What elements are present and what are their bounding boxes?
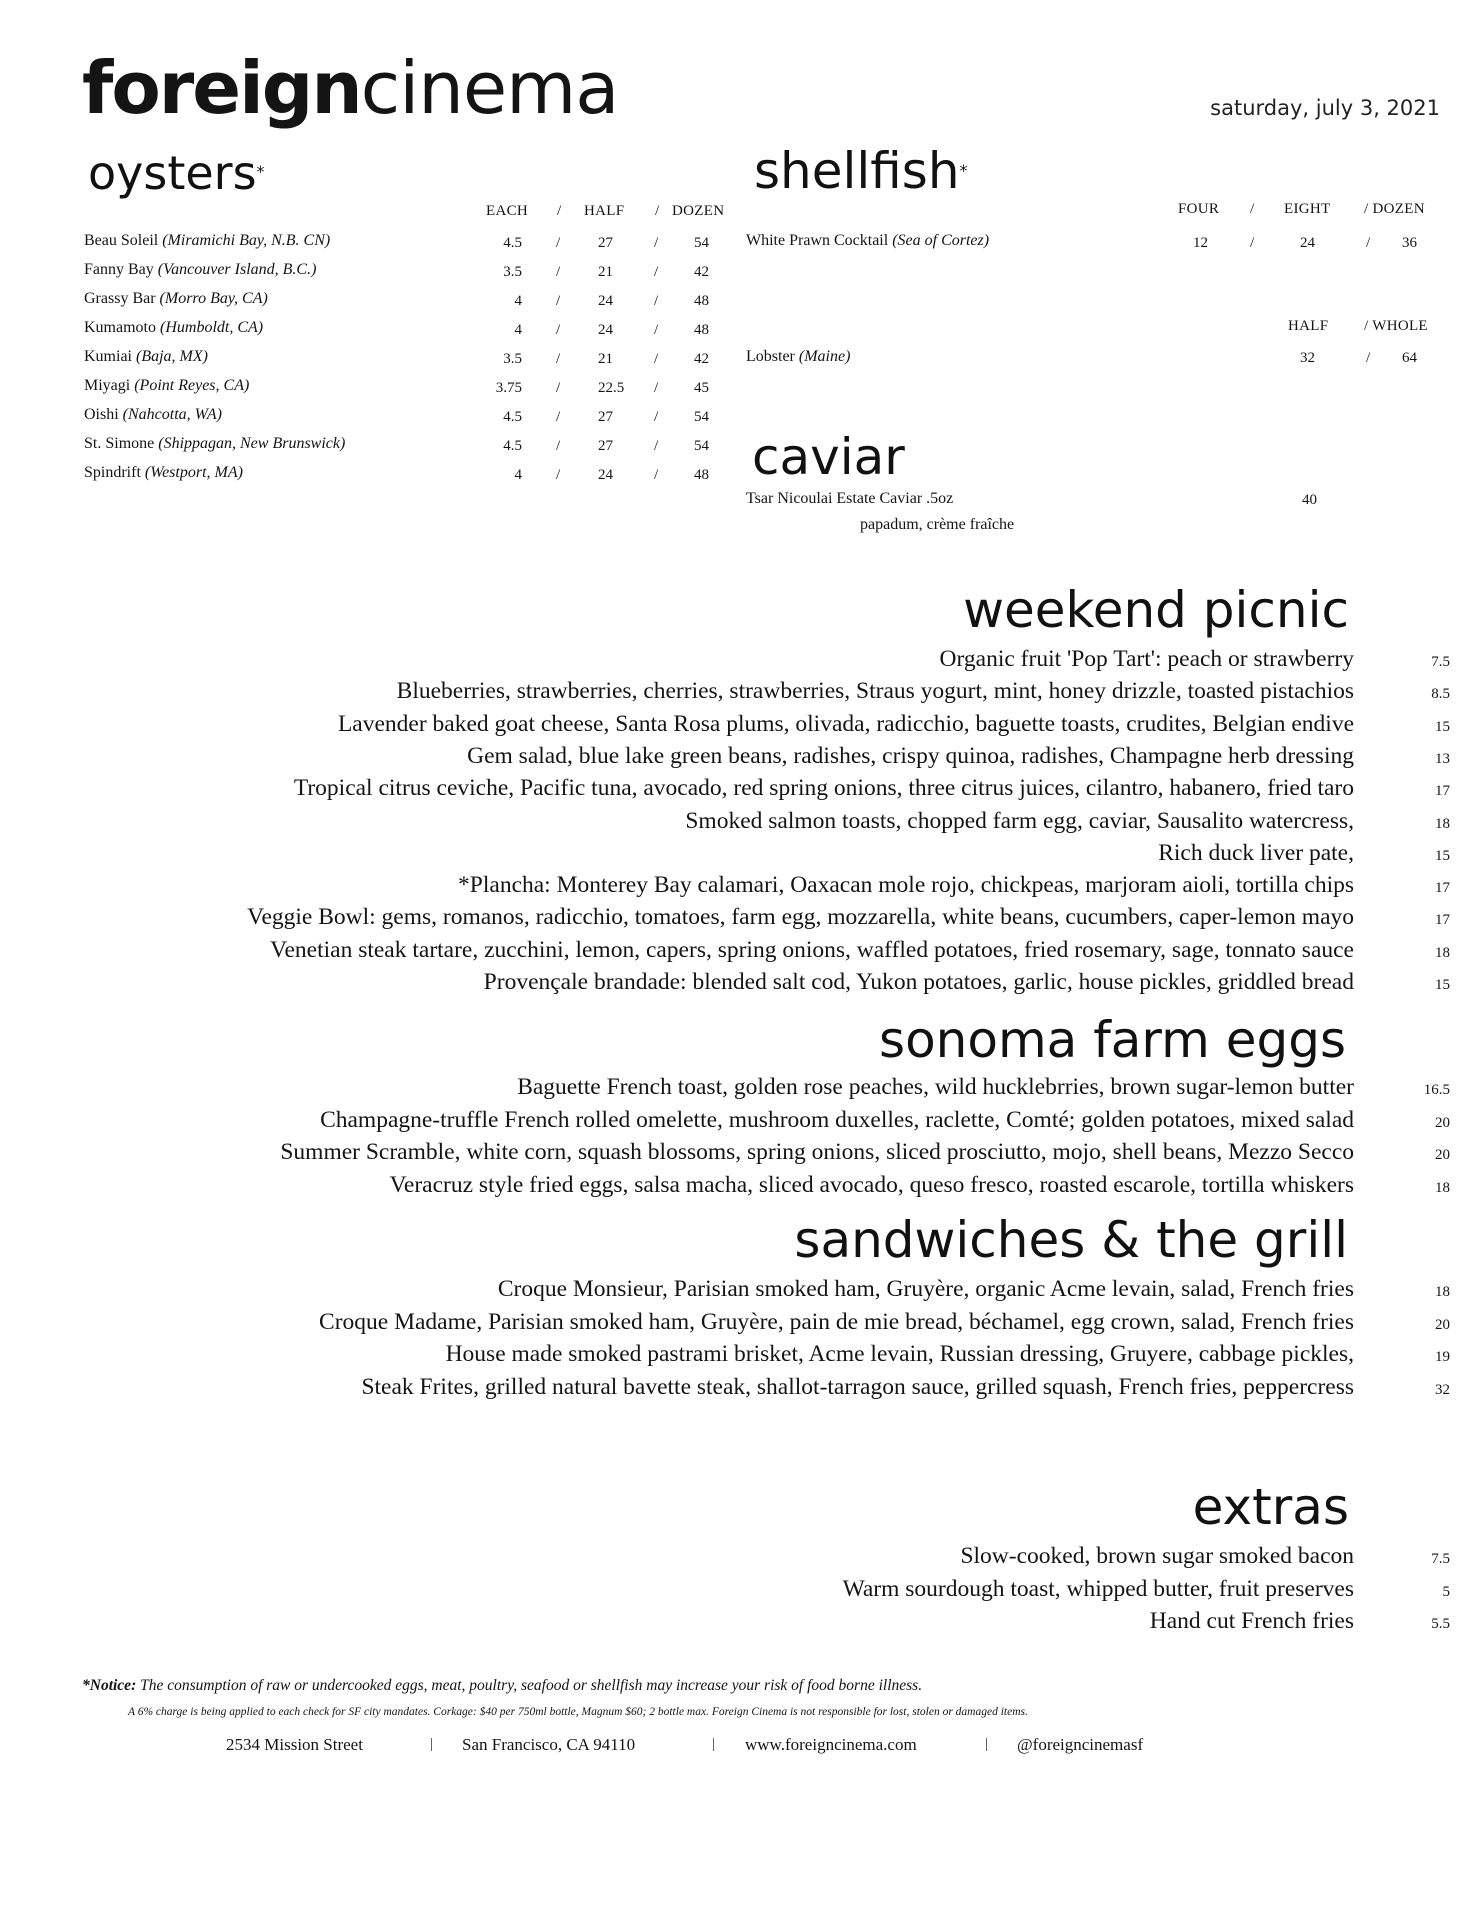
picnic-item: *Plancha: Monterey Bay calamari, Oaxacan mole rojo, chickpeas, marjoram aioli, tortilla chips: [458, 872, 1354, 899]
footer-sep: |: [712, 1736, 716, 1752]
picnic-price: 8.5: [1431, 686, 1450, 703]
brand-bold: foreign: [82, 46, 361, 130]
eggs-item: Summer Scramble, white corn, squash blossoms, spring onions, sliced prosciutto, mojo, shell beans, Mezzo Secco: [280, 1139, 1354, 1165]
oyster-sep: /: [654, 293, 659, 309]
oyster-origin: (Nahcotta, WA): [122, 406, 222, 423]
sandwiches-title: sandwiches & the grill: [794, 1211, 1348, 1269]
extras-price: 5.5: [1431, 1616, 1450, 1632]
oyster-item: [84, 348, 208, 366]
oyster-price-dozen: 42: [694, 351, 709, 367]
lobster-price-half: 32: [1300, 350, 1315, 366]
picnic-item: Venetian steak tartare, zucchini, lemon, capers, spring onions, waffled potatoes, fried rosemary, sage, tonnato sauce: [270, 936, 1354, 963]
oyster-item: [84, 232, 330, 250]
shellfish-header-dozen: / DOZEN: [1364, 201, 1425, 217]
picnic-price: 15: [1435, 977, 1450, 993]
picnic-item: Provençale brandade: blended salt cod, Yukon potatoes, garlic, house pickles, griddled bread: [483, 969, 1354, 995]
notice-label: *Notice:: [82, 1677, 137, 1694]
oyster-price-half: 24: [598, 467, 613, 483]
caviar-desc: papadum, crème fraîche: [860, 516, 1015, 533]
shellfish-heading: [754, 142, 968, 200]
caviar-name: Tsar Nicoulai Estate Caviar .5oz: [746, 490, 954, 507]
shellfish-mark: *: [959, 161, 968, 180]
shellfish-header-sep: /: [1250, 201, 1255, 217]
lobster-origin: (Maine): [798, 348, 851, 365]
prawn-price-four: 12: [1193, 235, 1208, 251]
notice-text: The consumption of raw or undercooked eggs, meat, poultry, seafood or shellfish may increase your risk of food borne illness.: [140, 1677, 923, 1694]
oyster-sep: /: [556, 467, 561, 483]
prawn-sep: /: [1250, 235, 1255, 251]
lobster-name: Lobster: [746, 348, 795, 365]
brand-light: cinema: [360, 46, 619, 130]
sandwich-item: Croque Monsieur, Parisian smoked ham, Gruyère, organic Acme levain, salad, French fries: [497, 1276, 1354, 1302]
shellfish-header-eight: EIGHT: [1284, 201, 1331, 217]
footer-website-link[interactable]: www.foreigncinema.com: [745, 1735, 917, 1754]
picnic-price: 18: [1435, 815, 1450, 832]
picnic-item: Gem salad, blue lake green beans, radishes, crispy quinoa, radishes, Champagne herb dressing: [467, 742, 1354, 769]
prawn-origin: (Sea of Cortez): [892, 232, 990, 249]
extras-price: 5: [1442, 1583, 1450, 1600]
oyster-origin: (Baja, MX): [136, 348, 208, 365]
caviar-title: caviar: [752, 428, 905, 486]
picnic-price: 7.5: [1431, 654, 1450, 670]
oyster-price-dozen: 48: [694, 293, 709, 309]
picnic-item: Rich duck liver pate,: [1158, 839, 1354, 866]
extras-item: Warm sourdough toast, whipped butter, fruit preserves: [842, 1575, 1354, 1602]
extras-title: extras: [1192, 1478, 1349, 1536]
oyster-price-half: 21: [598, 264, 613, 280]
oyster-price-half: 27: [598, 438, 613, 454]
oysters-header-sep: /: [557, 203, 562, 219]
oyster-name: Kumiai: [84, 348, 132, 365]
oyster-sep: /: [654, 264, 659, 280]
oyster-price-dozen: 45: [694, 380, 709, 396]
caviar-price: 40: [1302, 492, 1317, 508]
sandwich-price: 32: [1435, 1381, 1450, 1398]
weekend-picnic-title: weekend picnic: [963, 581, 1349, 639]
prawn-item: [746, 232, 989, 250]
lobster-sep: /: [1366, 350, 1371, 366]
oyster-price-dozen: 48: [694, 322, 709, 338]
picnic-item: Veggie Bowl: gems, romanos, radicchio, tomatoes, farm egg, mozzarella, white beans, cucumbers, caper-lemon mayo: [247, 904, 1354, 931]
oysters-header-sep: /: [655, 203, 660, 219]
eggs-price: 20: [1435, 1114, 1450, 1131]
oyster-price-dozen: 54: [694, 235, 709, 251]
picnic-price: 17: [1435, 912, 1450, 929]
prawn-price-eight: 24: [1300, 235, 1315, 251]
oyster-name: Oishi: [84, 406, 119, 423]
oyster-price-dozen: 54: [694, 438, 709, 454]
oyster-price-dozen: 54: [694, 409, 709, 425]
oyster-price-each: 4: [514, 322, 522, 338]
oyster-sep: /: [556, 235, 561, 251]
oyster-origin: (Point Reyes, CA): [134, 377, 250, 394]
oyster-name: Spindrift: [84, 464, 141, 481]
sandwich-item: Steak Frites, grilled natural bavette steak, shallot-tarragon sauce, grilled squash, French fries, peppercress: [361, 1373, 1354, 1400]
eggs-price: 20: [1435, 1147, 1450, 1163]
extras-price: 7.5: [1431, 1551, 1450, 1567]
oyster-origin: (Shippagan, New Brunswick): [158, 435, 346, 452]
oyster-price-each: 4.5: [503, 409, 522, 425]
oyster-item: [84, 435, 345, 453]
picnic-item: Organic fruit 'Pop Tart': peach or strawberry: [939, 646, 1354, 672]
picnic-price: 17: [1435, 880, 1450, 897]
oyster-price-half: 22.5: [598, 380, 625, 396]
oyster-price-half: 27: [598, 409, 613, 425]
oyster-origin: (Miramichi Bay, N.B. CN): [162, 232, 331, 249]
oyster-price-dozen: 42: [694, 264, 709, 280]
oyster-item: [84, 377, 249, 395]
oyster-item: [84, 261, 316, 279]
extras-item: Slow-cooked, brown sugar smoked bacon: [960, 1543, 1354, 1569]
oyster-sep: /: [556, 293, 561, 309]
picnic-item: Blueberries, strawberries, cherries, strawberries, Straus yogurt, mint, honey drizzle, toasted pistachios: [396, 678, 1354, 705]
footer-city: San Francisco, CA 94110: [462, 1735, 636, 1754]
prawn-price-dozen: 36: [1402, 235, 1417, 251]
sandwich-item: House made smoked pastrami brisket, Acme levain, Russian dressing, Gruyere, cabbage pickles,: [445, 1341, 1354, 1367]
oyster-sep: /: [556, 438, 561, 454]
oyster-sep: /: [654, 322, 659, 338]
oyster-price-each: 4: [514, 293, 522, 309]
picnic-price: 18: [1435, 944, 1450, 961]
oyster-price-half: 21: [598, 351, 613, 367]
footer-social-link[interactable]: @foreigncinemasf: [1017, 1735, 1144, 1754]
picnic-price: 13: [1435, 750, 1450, 767]
oyster-name: St. Simone: [84, 435, 155, 452]
oyster-sep: /: [556, 264, 561, 280]
sandwich-price: 18: [1435, 1284, 1450, 1300]
sandwich-item: Croque Madame, Parisian smoked ham, Gruyère, pain de mie bread, béchamel, egg crown, salad, French fries: [319, 1308, 1354, 1335]
oyster-name: Beau Soleil: [84, 232, 159, 249]
oyster-price-each: 4: [514, 467, 522, 483]
oyster-price-each: 3.5: [503, 264, 522, 280]
oyster-price-each: 4.5: [503, 438, 522, 454]
oyster-origin: (Westport, MA): [144, 464, 243, 481]
oyster-price-each: 4.5: [503, 235, 522, 251]
sonoma-eggs-title: sonoma farm eggs: [879, 1011, 1346, 1069]
oyster-name: Grassy Bar: [84, 290, 156, 307]
oyster-price-each: 3.5: [503, 351, 522, 367]
oyster-item: [84, 290, 268, 308]
oyster-sep: /: [654, 438, 659, 454]
oysters-mark: *: [256, 162, 265, 181]
footer-sep: |: [430, 1736, 434, 1752]
oyster-origin: (Vancouver Island, B.C.): [157, 261, 317, 278]
oyster-price-each: 3.75: [495, 380, 522, 396]
picnic-item: Tropical citrus ceviche, Pacific tuna, avocado, red spring onions, three citrus juices, cilantro, habanero, fried taro: [293, 775, 1354, 802]
oyster-name: Kumamoto: [84, 319, 156, 336]
oyster-item: [84, 406, 222, 424]
oyster-sep: /: [654, 380, 659, 396]
oyster-origin: (Morro Bay, CA): [159, 290, 268, 307]
oyster-price-half: 24: [598, 322, 613, 338]
oyster-sep: /: [654, 235, 659, 251]
oyster-origin: (Humboldt, CA): [160, 319, 264, 336]
notice: [82, 1677, 922, 1695]
lobster-item: [746, 348, 850, 366]
oyster-price-dozen: 48: [694, 467, 709, 483]
oyster-sep: /: [556, 380, 561, 396]
lobster-header-half: HALF: [1288, 318, 1329, 334]
lobster-price-whole: 64: [1402, 350, 1417, 366]
oysters-header-each: EACH: [486, 203, 529, 219]
oysters-title: oysters: [88, 146, 257, 200]
oyster-price-half: 27: [598, 235, 613, 251]
sandwich-price: 19: [1435, 1349, 1450, 1365]
oysters-heading: [88, 146, 265, 200]
oysters-header-half: HALF: [584, 203, 625, 219]
menu-date: saturday, july 3, 2021: [1210, 96, 1440, 120]
oysters-header-dozen: DOZEN: [672, 203, 725, 219]
eggs-price: 18: [1435, 1179, 1450, 1196]
footer-sep: |: [985, 1736, 989, 1752]
eggs-item: Champagne-truffle French rolled omelette, mushroom duxelles, raclette, Comté; golden potatoes, mixed salad: [320, 1106, 1354, 1133]
oyster-sep: /: [654, 467, 659, 483]
oyster-sep: /: [654, 409, 659, 425]
extras-item: Hand cut French fries: [1149, 1608, 1354, 1634]
picnic-price: 15: [1435, 718, 1450, 735]
oyster-name: Fanny Bay: [84, 261, 154, 278]
oyster-item: [84, 319, 263, 337]
oyster-price-half: 24: [598, 293, 613, 309]
oyster-item: [84, 464, 243, 482]
picnic-price: 17: [1435, 783, 1450, 800]
oyster-sep: /: [654, 351, 659, 367]
prawn-name: White Prawn Cocktail: [746, 232, 889, 249]
picnic-item: Smoked salmon toasts, chopped farm egg, caviar, Sausalito watercress,: [685, 807, 1354, 834]
eggs-item: Baguette French toast, golden rose peaches, wild hucklebrries, brown sugar-lemon butter: [517, 1074, 1354, 1100]
oyster-sep: /: [556, 322, 561, 338]
lobster-header-whole: / WHOLE: [1364, 318, 1428, 334]
shellfish-header-four: FOUR: [1178, 201, 1220, 217]
footer-address: 2534 Mission Street: [226, 1735, 363, 1754]
shellfish-title: shellfish: [754, 142, 960, 200]
eggs-price: 16.5: [1423, 1082, 1450, 1098]
picnic-price: 15: [1435, 847, 1450, 864]
brand-logo: [82, 46, 619, 130]
fine-print: A 6% charge is being applied to each check for SF city mandates. Corkage: $40 per 750ml bottle, Magnum $60; 2 bottle max. Foreign Cinema is not responsible for lost, stolen or damaged items.: [128, 1706, 1028, 1718]
oyster-sep: /: [556, 409, 561, 425]
sandwich-price: 20: [1435, 1316, 1450, 1333]
eggs-item: Veracruz style fried eggs, salsa macha, sliced avocado, queso fresco, roasted escarole, tortilla whiskers: [389, 1171, 1354, 1198]
oyster-sep: /: [556, 351, 561, 367]
prawn-sep: /: [1366, 235, 1371, 251]
picnic-item: Lavender baked goat cheese, Santa Rosa plums, olivada, radicchio, baguette toasts, crudites, Belgian endive: [337, 710, 1354, 737]
oyster-name: Miyagi: [84, 377, 131, 394]
